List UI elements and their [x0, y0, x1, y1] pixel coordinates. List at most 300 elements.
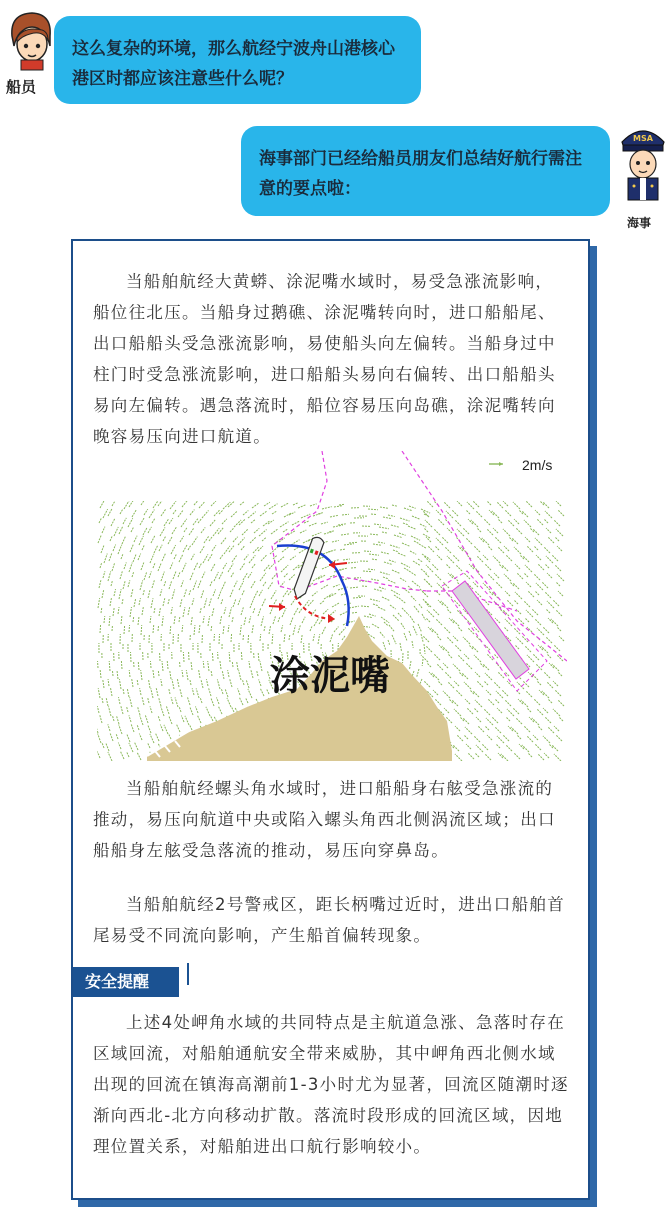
current-vector — [244, 616, 246, 625]
current-vector — [282, 547, 288, 552]
current-vector — [191, 616, 192, 625]
current-vector — [281, 625, 283, 632]
current-vector — [554, 726, 559, 731]
current-vector — [504, 627, 508, 631]
current-vector — [426, 565, 433, 572]
current-vector — [330, 515, 339, 517]
current-vector — [463, 528, 469, 534]
current-vector — [257, 670, 258, 676]
current-vector — [508, 520, 514, 526]
current-vector — [102, 589, 104, 598]
current-vector — [495, 618, 500, 623]
current-vector — [189, 725, 192, 730]
current-vector — [422, 614, 425, 620]
current-vector — [544, 519, 548, 523]
current-vector — [391, 525, 399, 527]
current-vector — [143, 589, 145, 595]
current-vector — [559, 636, 564, 641]
current-vector — [159, 697, 161, 706]
current-vector — [250, 537, 256, 543]
current-vector — [352, 612, 358, 613]
current-vector — [103, 679, 104, 688]
current-vector — [148, 725, 151, 733]
current-vector — [120, 509, 123, 514]
current-vector — [468, 628, 474, 634]
current-vector — [241, 652, 242, 660]
msa-message-bubble: 海事部门已经给船员朋友们总结好航行需注意的要点啦： — [241, 126, 610, 216]
current-vector — [372, 559, 378, 560]
current-vector — [216, 697, 219, 704]
current-vector — [158, 670, 159, 676]
current-vector — [400, 643, 402, 652]
current-vector — [137, 752, 141, 760]
current-vector — [369, 614, 376, 616]
current-vector — [140, 688, 141, 695]
current-vector — [427, 610, 434, 617]
current-vector — [200, 697, 202, 703]
restricted-zone — [452, 581, 529, 679]
current-vector — [398, 553, 406, 556]
current-vector — [426, 618, 430, 622]
current-vector — [322, 626, 326, 634]
current-vector — [505, 510, 511, 516]
current-vector — [266, 689, 269, 694]
current-vector — [555, 690, 561, 696]
current-vector — [457, 501, 462, 506]
current-vector — [114, 527, 118, 536]
current-vector — [555, 565, 561, 571]
current-vector — [261, 689, 264, 696]
current-vector — [217, 679, 220, 689]
current-vector — [181, 580, 183, 587]
current-vector — [507, 709, 514, 716]
current-vector — [262, 599, 265, 606]
current-vector — [174, 616, 175, 624]
current-vector — [241, 607, 243, 615]
current-vector — [418, 559, 423, 562]
current-vector — [542, 582, 548, 588]
current-vector — [484, 681, 488, 685]
current-vector — [556, 610, 562, 616]
current-vector — [339, 628, 346, 635]
current-vector — [200, 545, 205, 553]
current-vector — [482, 744, 488, 750]
current-vector — [101, 607, 102, 613]
current-map-svg — [97, 451, 567, 761]
current-vector — [153, 501, 158, 508]
current-vector — [558, 672, 562, 676]
current-vector — [108, 752, 112, 761]
current-vector — [221, 598, 223, 604]
current-vector — [231, 511, 238, 517]
current-vector — [514, 753, 520, 759]
current-vector — [409, 631, 411, 637]
current-vector — [210, 716, 213, 721]
paragraph-dahuangmang: 当船舶航经大黄蟒、涂泥嘴水域时，易受急涨流影响，船位往北压。当船身过鹅礁、涂泥嘴转向时，进口船船尾、出口船船头受急涨流影响，易使船头向左偏转。当船身过中柱门时受急涨流影响，进口船船头易向右偏转、出口船船头易向左偏转。遇急落流时，船位容易压向岛礁，涂泥嘴转向晚容易压向进口航道。 — [93, 272, 556, 446]
current-vector — [474, 655, 481, 662]
current-vector — [404, 508, 413, 511]
current-vector — [182, 625, 183, 632]
current-vector — [133, 616, 134, 622]
current-vector — [507, 600, 513, 606]
current-vector — [447, 609, 451, 613]
current-vector — [388, 640, 390, 646]
current-vector — [498, 519, 502, 523]
current-vector — [371, 579, 379, 581]
current-vector — [278, 616, 280, 622]
current-vector — [164, 725, 168, 734]
current-vector — [526, 691, 532, 697]
current-vector — [108, 571, 111, 581]
current-vector — [526, 610, 533, 617]
current-vector — [128, 580, 130, 587]
current-vector — [421, 569, 427, 573]
current-vector — [467, 555, 471, 559]
current-vector — [121, 661, 122, 669]
current-vector — [412, 516, 419, 519]
current-vector — [368, 569, 375, 570]
current-vector — [219, 634, 220, 644]
current-vector — [553, 709, 560, 716]
current-vector — [232, 555, 237, 562]
current-vector — [137, 724, 139, 730]
current-vector — [438, 519, 444, 525]
current-vector — [390, 545, 400, 548]
current-vector — [202, 510, 209, 518]
current-vector — [515, 564, 520, 569]
current-vector — [231, 707, 234, 712]
current-vector — [180, 688, 182, 697]
current-vector — [161, 572, 164, 581]
current-vector — [158, 715, 160, 721]
current-vector — [135, 743, 138, 750]
current-vector — [195, 706, 198, 713]
current-vector — [218, 590, 222, 599]
current-vector — [239, 581, 244, 590]
current-vector — [453, 636, 458, 641]
current-vector — [507, 681, 512, 686]
current-vector — [457, 735, 463, 741]
current-vector — [192, 598, 194, 605]
current-vector — [485, 673, 492, 680]
current-vector — [312, 592, 317, 596]
current-vector — [151, 536, 155, 543]
current-vector — [477, 681, 483, 687]
current-vector — [269, 504, 278, 509]
current-vector — [162, 661, 163, 671]
current-vector — [554, 520, 560, 526]
current-vector — [185, 716, 189, 725]
current-vector — [525, 646, 531, 652]
current-vector — [334, 506, 342, 507]
current-vector — [159, 545, 162, 551]
current-vector — [151, 688, 153, 698]
current-vector — [211, 563, 215, 571]
current-vector — [369, 554, 379, 555]
current-vector — [389, 625, 395, 632]
current-vector — [399, 598, 406, 604]
current-vector — [447, 556, 454, 563]
current-vector — [220, 554, 223, 559]
current-vector — [138, 554, 141, 560]
current-vector — [554, 645, 560, 651]
current-vector — [156, 734, 159, 741]
current-vector — [138, 661, 139, 670]
current-vector — [436, 510, 441, 515]
current-vector — [172, 527, 176, 534]
current-vector — [513, 502, 520, 509]
current-vector — [363, 571, 372, 572]
current-vector — [100, 715, 102, 723]
current-vector — [526, 501, 532, 507]
current-vector — [161, 509, 166, 516]
current-vector — [343, 559, 350, 560]
current-vector — [535, 744, 541, 750]
current-vector — [233, 537, 238, 542]
current-vector — [149, 571, 151, 578]
info-card — [71, 239, 590, 1200]
current-vector — [496, 663, 501, 668]
current-vector — [175, 697, 178, 707]
current-vector — [99, 580, 101, 588]
current-vector — [466, 538, 472, 544]
current-vector — [404, 568, 409, 571]
current-vector — [506, 555, 512, 561]
current-vector — [170, 563, 173, 569]
current-vector — [393, 615, 399, 621]
current-vector — [427, 582, 432, 587]
current-vector — [412, 581, 420, 587]
current-vector — [342, 514, 349, 515]
current-vector — [264, 502, 270, 506]
current-vector — [413, 626, 417, 635]
current-vector — [102, 742, 104, 748]
current-vector — [118, 545, 122, 554]
current-vector — [492, 717, 498, 723]
current-vector — [212, 652, 213, 661]
current-vector — [329, 531, 335, 532]
current-vector — [242, 679, 244, 685]
current-vector — [260, 511, 266, 516]
current-vector — [194, 563, 198, 570]
current-vector — [485, 726, 489, 730]
current-vector — [373, 544, 382, 545]
current-vector — [201, 589, 204, 598]
current-vector — [199, 563, 202, 568]
current-vector — [453, 555, 459, 561]
current-vector — [465, 727, 472, 734]
current-vector — [128, 518, 133, 527]
current-vector — [410, 616, 415, 624]
current-vector — [410, 551, 416, 554]
current-vector — [240, 698, 243, 705]
current-vector — [108, 679, 109, 686]
current-vector — [293, 625, 295, 635]
current-vector — [324, 594, 332, 599]
current-vector — [364, 616, 373, 618]
current-vector — [514, 628, 520, 634]
current-vector — [383, 577, 389, 579]
current-vector — [158, 500, 162, 506]
current-vector — [444, 708, 449, 713]
current-vector — [209, 536, 213, 541]
current-vector — [189, 589, 191, 595]
current-vector — [166, 706, 169, 714]
current-vector — [254, 590, 258, 598]
current-vector — [199, 625, 200, 633]
current-vector — [320, 600, 325, 604]
current-vector — [374, 589, 383, 591]
current-vector — [192, 688, 194, 695]
current-vector — [191, 554, 194, 560]
current-vector — [553, 681, 558, 686]
current-vector — [284, 573, 288, 577]
current-vector — [464, 735, 468, 739]
current-vector — [110, 733, 113, 741]
paragraph-warning-zone: 当船舶航经2号警戒区，距长柄嘴过近时，进出口船舶首尾易受不同流向影响，产生船首偏转现象。 — [93, 895, 565, 945]
current-vector — [546, 609, 550, 613]
current-vector — [414, 606, 419, 612]
current-vector — [194, 501, 198, 505]
current-vector — [251, 581, 255, 588]
current-vector — [108, 724, 110, 731]
current-vector — [543, 708, 548, 713]
current-vector — [106, 743, 109, 751]
current-vector — [517, 573, 523, 579]
current-vector — [208, 616, 210, 626]
current-vector — [537, 519, 543, 525]
current-vector — [455, 645, 461, 651]
current-vector — [238, 688, 240, 695]
current-vector — [158, 563, 161, 571]
current-vector — [380, 572, 390, 575]
current-vector — [454, 709, 461, 716]
current-vector — [214, 572, 218, 581]
current-vector — [292, 521, 299, 525]
current-vector — [132, 509, 137, 517]
current-vector — [249, 616, 251, 623]
current-vector — [496, 691, 503, 698]
current-vector — [203, 661, 204, 668]
current-vector — [535, 591, 539, 595]
current-vector — [169, 580, 172, 589]
current-vector — [524, 726, 530, 732]
current-vector — [446, 564, 450, 568]
current-vector — [409, 506, 416, 508]
current-vector — [179, 706, 181, 712]
current-vector — [341, 534, 350, 535]
current-vector — [123, 688, 124, 694]
current-vector — [251, 670, 253, 678]
current-vector — [213, 589, 215, 596]
current-vector — [245, 698, 248, 703]
current-vector — [435, 699, 441, 705]
current-vector — [230, 590, 233, 597]
current-vector — [527, 708, 531, 712]
tag-notch — [183, 963, 189, 985]
current-vector — [97, 752, 100, 758]
current-vector — [495, 699, 499, 703]
current-vector — [264, 564, 270, 571]
current-vector — [409, 661, 411, 670]
current-vector — [475, 672, 480, 677]
current-vector — [201, 527, 205, 533]
current-vector — [190, 679, 191, 685]
current-vector — [201, 679, 203, 688]
current-vector — [192, 537, 197, 545]
current-vector — [211, 625, 212, 631]
current-vector — [281, 565, 288, 572]
current-vector — [109, 661, 110, 671]
current-vector — [535, 538, 542, 545]
current-vector — [543, 627, 549, 633]
current-vector — [100, 500, 104, 508]
current-vector — [428, 546, 434, 552]
current-vector — [528, 591, 534, 597]
current-vector — [445, 672, 451, 678]
current-vector — [168, 734, 171, 739]
current-vector — [505, 591, 510, 596]
current-vector — [212, 607, 214, 616]
current-vector — [261, 555, 266, 561]
current-vector — [119, 725, 122, 734]
current-vector — [183, 545, 187, 552]
current-vector — [228, 563, 233, 572]
current-vector — [117, 670, 118, 679]
current-vector — [109, 616, 110, 626]
current-vector — [114, 589, 116, 596]
current-vector — [488, 546, 492, 550]
current-vector — [261, 616, 264, 626]
current-vector — [291, 540, 299, 545]
current-vector — [145, 715, 148, 723]
current-vector — [262, 537, 267, 541]
current-vector — [213, 528, 219, 536]
current-vector — [425, 573, 429, 577]
current-vector — [525, 537, 530, 542]
current-vector — [526, 582, 531, 587]
current-vector — [378, 607, 386, 611]
current-vector — [495, 537, 501, 543]
current-vector — [370, 534, 378, 535]
current-vector — [129, 715, 131, 722]
current-vector — [493, 556, 500, 563]
current-vector — [411, 536, 420, 540]
current-vector — [108, 706, 111, 716]
current-vector — [242, 590, 245, 595]
current-vector — [104, 554, 107, 563]
current-vector — [258, 652, 259, 661]
current-vector — [133, 554, 136, 562]
current-vector — [458, 627, 462, 631]
current-vector — [349, 542, 357, 543]
current-vector — [221, 688, 223, 694]
current-vector — [137, 706, 140, 715]
current-vector — [453, 664, 460, 671]
current-vector — [228, 670, 229, 677]
current-vector — [477, 556, 483, 562]
current-vector — [392, 570, 399, 573]
current-vector — [419, 604, 423, 609]
current-vector — [536, 555, 541, 560]
current-vector — [243, 572, 248, 580]
current-vector — [113, 545, 116, 551]
sailor-avatar — [6, 8, 56, 72]
current-vector — [433, 690, 438, 695]
current-vector — [344, 544, 354, 545]
current-vector — [274, 599, 277, 604]
current-vector — [264, 625, 265, 631]
